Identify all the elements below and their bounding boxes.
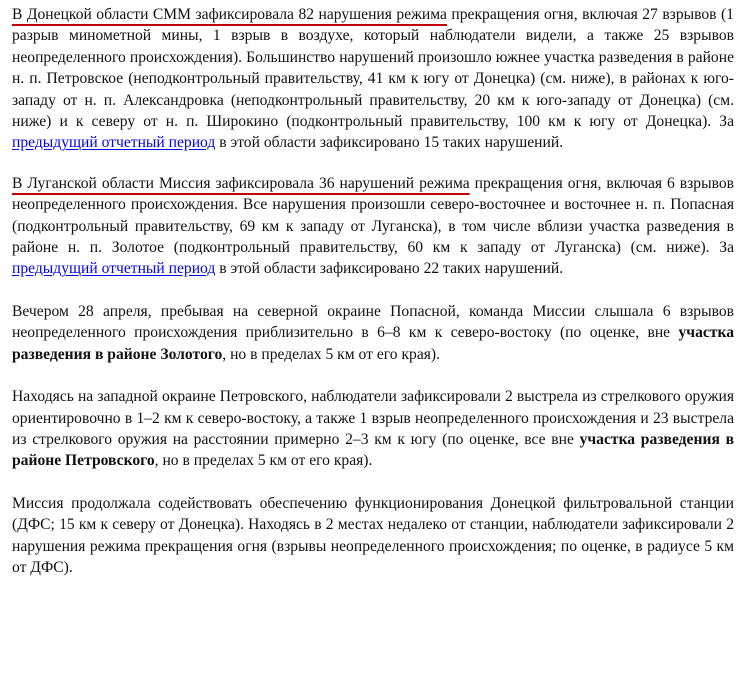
highlighted-phrase: В Луганской области Миссия зафиксировала 36 нарушений режима <box>12 174 470 192</box>
paragraph-dfs <box>12 493 734 579</box>
paragraph-text: в этой области зафиксировано 15 таких нарушений. <box>215 134 564 152</box>
paragraph-text: Миссия продолжала содействовать обеспечению функционирования Донецкой фильтровальной станции (ДФС; 15 км к северу от Донецка). Находясь в 2 местах недалеко от станции, наблюдатели зафиксировали 2 нарушения режима прекращения огня (взрывы неопределенного происхождения; по оценке, в радиусе 5 км от ДФС). <box>12 494 734 576</box>
paragraph-luhansk <box>12 173 734 280</box>
paragraph-text: Вечером 28 апреля, пребывая на северной окраине Попасной, команда Миссии слышала 6 взрывов неопределенного происхождения приблизительно в 6–8 км к северо-востоку (по оценке, вне <box>12 302 734 342</box>
previous-period-link[interactable]: предыдущий отчетный период <box>12 260 216 278</box>
paragraph-petrovske <box>12 386 734 472</box>
paragraph-text: в этой области зафиксировано 22 таких нарушений. <box>215 260 564 278</box>
bold-phrase: участка разведения в районе Петровского <box>12 430 734 470</box>
paragraph-text: , но в пределах 5 км от его края). <box>222 345 440 363</box>
previous-period-link[interactable]: предыдущий отчетный период <box>12 134 216 152</box>
document-body <box>12 4 734 597</box>
paragraph-text: Находясь на западной окраине Петровского, наблюдатели зафиксировали 2 выстрела из стрелкового оружия ориентировочно в 1–2 км к северо-востоку, а также 1 взрыв неопределенного происхождения и 23 выстрела из стрелкового оружия на расстоянии примерно 2–3 км к югу (по оценке, все вне <box>12 388 734 448</box>
paragraph-text: прекращения огня, включая 27 взрывов (1 разрыв минометной мины, 1 взрыв в воздухе, который наблюдатели видели, а также 25 взрывов неопределенного происхождения). Большинство нарушений произошло южнее участка разведения в районе н. п. Петровское (неподконтрольный правительству, 41 км к югу от Донецка) (см. ниже), в районах к юго-западу от н. п. Александровка (неподконтрольный правительству, 20 км к юго-западу от Донецка) (см. ниже) и к северу от н. п. Широкино (подконтрольный правительству, 100 км к югу от Донецка). За <box>12 6 734 131</box>
highlighted-phrase: В Донецкой области СММ зафиксировала 82 нарушения режима <box>12 6 447 23</box>
bold-phrase: участка разведения в районе Золотого <box>12 324 734 363</box>
paragraph-donetsk <box>12 4 734 154</box>
paragraph-text: , но в пределах 5 км от его края). <box>154 452 373 470</box>
paragraph-text: прекращения огня, включая 6 взрывов неопределенного происхождения. Все нарушения произошли северо-восточнее и восточнее н. п. Попасная (подконтрольный правительству, 69 км к западу от Луганска), в том числе вблизи участка разведения в районе н. п. Золотое (подконтрольный правительству, 60 км к западу от Луганска) (см. ниже). За <box>12 174 734 257</box>
paragraph-popasna <box>12 301 734 365</box>
